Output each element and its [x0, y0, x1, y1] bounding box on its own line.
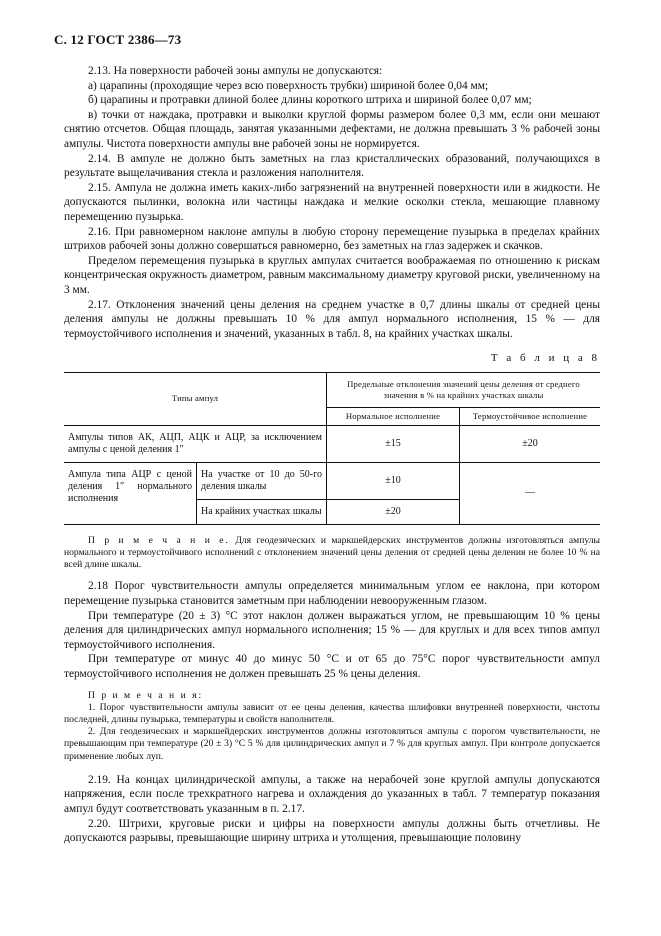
row2-heat: — — [460, 462, 601, 524]
header-normal: Нормальное исполнение — [327, 407, 460, 425]
table-header-row — [64, 372, 600, 407]
note-item-1: 1. Порог чувствительности ампулы зависит от ее цены деления, качества шлифовки внутренней поверхности, чистоты последней, длины пузырька, температуры и свойств наполнителя. — [64, 701, 600, 726]
paragraph-2-16: 2.16. При равномерном наклоне ампулы в любую сторону перемещение пузырька в пределах крайних штрихов рабочей зоны должно совершаться равномерно, без заметных на глаз задержек и скачков. — [64, 225, 600, 253]
table-note — [64, 535, 600, 572]
row2-type: Ампула типа АЦР с ценой деления 1″ нормального исполнения — [68, 468, 192, 504]
paragraph-temp-extreme: При температуре от минус 40 до минус 50 °С и от 65 до 75°С порог чувствительности ампул термоустойчивого исполнения не должен превышать 25 % цены деления. — [64, 653, 600, 681]
paragraph-2-17: 2.17. Отклонения значений цены деления на среднем участке в 0,7 длины шкалы от средней цены деления ампулы не должны превышать 10 % для ампул нормального исполнения, 15 % — для термоустойчивого исполнения и значений, указанных в табл. 8, на крайних участках шкалы. — [64, 298, 600, 340]
header-ampul-types: Типы ампул — [64, 372, 327, 425]
paragraph-2-15: 2.15. Ампула не должна иметь каких-либо загрязнений на внутренней поверхности или в жидкости. Не допускаются пылинки, волокна или частицы наждака и мелкие осколки стекла, мешающие плавному перемещению пузырька. — [64, 181, 600, 223]
notes-label: П р и м е ч а н и я: — [88, 689, 204, 701]
row1-normal: ±15 — [327, 425, 460, 462]
paragraph-2-20: 2.20. Штрихи, круговые риски и цифры на поверхности ампулы должны быть отчетливы. Не допускаются разрывы, превышающие ширину штриха и утолщения, превышающие половину — [64, 817, 600, 845]
list-item-a: а) царапины (проходящие через всю поверхность трубки) шириной более 0,04 мм; — [88, 79, 489, 92]
list-item-b: б) царапины и протравки длиной более длины короткого штриха и шириной более 0,07 мм; — [88, 94, 532, 107]
row2b-part: На крайних участках шкалы — [197, 499, 327, 524]
paragraph-2-14: 2.14. В ампуле не должно быть заметных на глаз кристаллических образований, получающихся в результате выщелачивания стекла и разложения наполнителя. — [64, 152, 600, 180]
table-note-label: П р и м е ч а н и е. — [88, 534, 230, 546]
table-caption: Т а б л и ц а 8 — [490, 352, 600, 365]
document-body — [64, 64, 600, 846]
table-note-text: Для геодезических и маркшейдерских инструментов должны изготовляться ампулы нормального и термоустойчивого исполнений с отклонением значений цены деления от средней цены деления не более 10 % на всей длине шкалы. — [64, 534, 600, 571]
header-deviation-group: Предельные отклонения значений цены деления от среднего значения в % на крайних участках шкалы — [327, 372, 601, 407]
row1-type: Ампулы типов АК, АЦП, АЦК и АЦР, за исключением ампулы с ценой деления 1″ — [64, 425, 327, 462]
paragraph-bubble-limit: Пределом перемещения пузырька в круглых ампулах считается воображаемая по отношению к рискам концентрическая окружность диаметром, равным максимальному диаметру круговой риски, увеличенному на 3 мм. — [64, 254, 600, 296]
list-item-v: в) точки от наждака, протравки и выколки круглой формы размером более 0,3 мм, если они мешают снятию отсчетов. Общая площадь, занятая указанными дефектами, не должна превышать 3 % рабочей зоны ампулы. Чистота поверхности ампулы вне рабочей зоны не нормируется. — [64, 108, 600, 150]
page-header: С. 12 ГОСТ 2386—73 — [54, 32, 182, 47]
row1-heat: ±20 — [460, 425, 601, 462]
row2a-part: На участке от 10 до 50-го деления шкалы — [197, 462, 327, 499]
paragraph-temp-normal: При температуре (20 ± 3) °С этот наклон должен выражаться углом, не превышающим 10 % цены деления для цилиндрических ампул нормального исполнения; 15 % — для круглых и для всех типов ампул термоустойчивого исполнения. — [64, 609, 600, 651]
note-item-2: 2. Для геодезических и маркшейдерских инструментов должны изготовляться ампулы с порогом чувствительности, не превышающим при температуре (20 ± 3) °С 5 % для цилиндрических ампул и 7 % для круглых ампул. При контроле допускается применение любых луп. — [64, 726, 600, 762]
table-row — [64, 462, 600, 499]
row2b-normal: ±20 — [327, 499, 460, 524]
row2a-normal: ±10 — [327, 462, 460, 499]
paragraph-2-13: 2.13. На поверхности рабочей зоны ампулы не допускаются: — [88, 65, 383, 77]
paragraph-2-18: 2.18 Порог чувствительности ампулы определяется минимальным углом ее наклона, при котором перемещение пузырька становится заметным при наблюдении невооруженным глазом. — [64, 580, 600, 608]
table-row — [64, 425, 600, 462]
paragraph-2-19: 2.19. На концах цилиндрической ампулы, а также на нерабочей зоне круглой ампулы допускаются напряжения, если после трехкратного нагрева и охлаждения до указанных в табл. 7 температур показания ампул будут соответствовать указанным в п. 2.17. — [64, 773, 600, 816]
deviation-table — [64, 372, 600, 525]
header-heat-resistant: Термоустойчивое исполнение — [460, 407, 601, 425]
